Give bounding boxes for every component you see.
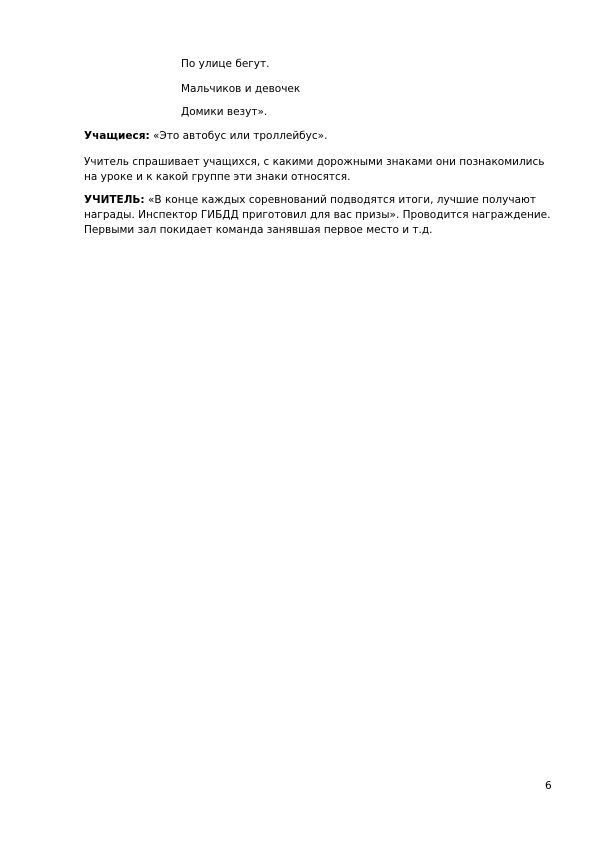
poem-line: По улице бегут. — [181, 58, 270, 70]
paragraph-text: «В конце каждых соревнований подводятся итоги, лучшие получают награды. Инспектор ГИБДД приготовил для вас призы». Проводится награждение. Первыми зал покидает команда занявшая первое место и т.д. — [84, 194, 551, 236]
page-number: 6 — [545, 780, 552, 792]
teacher-closing-paragraph — [84, 193, 559, 238]
paragraph-text: Учитель спрашивает учащихся, с какими дорожными знаками они познакомились на уроке и к какой группе эти знаки относятся. — [84, 156, 545, 183]
speaker-label: УЧИТЕЛЬ: — [84, 194, 145, 206]
paragraph-text: «Это автобус или троллейбус». — [149, 130, 328, 142]
poem-line: Домики везут». — [181, 106, 268, 118]
teacher-question-paragraph — [84, 155, 559, 185]
students-answer-paragraph — [84, 129, 559, 144]
poem-line: Мальчиков и девочек — [181, 83, 301, 95]
speaker-label: Учащиеся: — [84, 130, 150, 142]
